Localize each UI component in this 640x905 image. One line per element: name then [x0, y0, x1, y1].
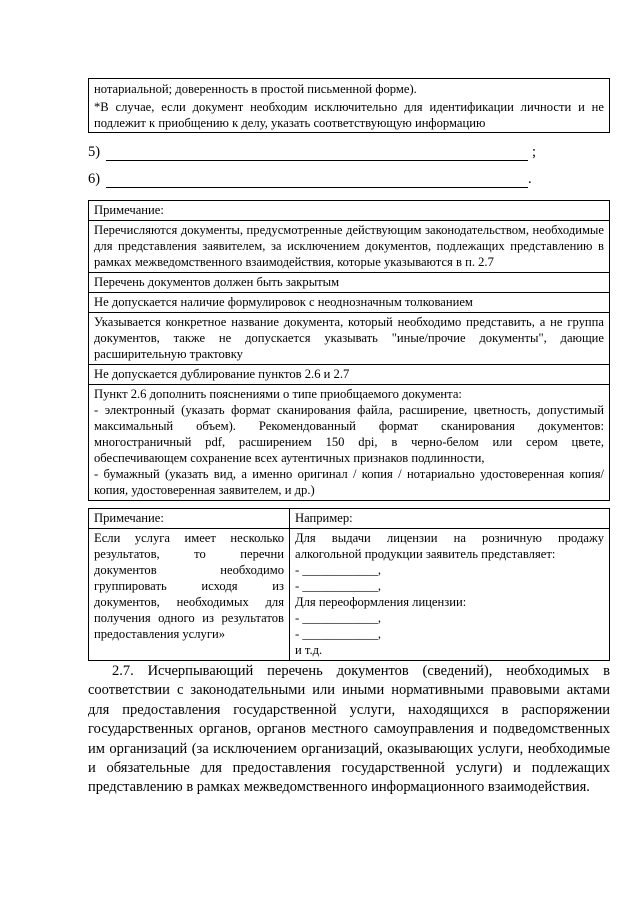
notes-row-3: Не допускается наличие формулировок с неоднозначным толкованием	[89, 293, 609, 313]
example-table-right-body	[290, 529, 610, 661]
example-right-line-3: - ____________,	[295, 579, 382, 593]
top-note-line-1: нотариальной; доверенность в простой письменной форме).	[94, 82, 417, 96]
blank-item-5	[88, 144, 548, 164]
blank-item-6	[88, 171, 548, 191]
notes-row-1: Перечисляются документы, предусмотренные действующим законодательством, необходимые для представления заявителем, за исключением документов, подлежащих представлению в рамках межведомственного взаимодействия, которые указываются в п. 2.7	[89, 221, 609, 273]
example-table	[88, 508, 610, 661]
example-table-left-header: Примечание:	[89, 509, 290, 529]
notes-header: Примечание:	[89, 201, 609, 221]
blank-item-5-number: 5)	[88, 144, 101, 160]
notes-row-5: Не допускается дублирование пунктов 2.6 и 2.7	[89, 365, 609, 385]
notes-row-4: Указывается конкретное название документа, который необходимо представить, а не группа документов, также не допускается указывать "иные/прочие документы", дающие расширительную трактовку	[89, 313, 609, 365]
notes-row-6: Пункт 2.6 дополнить пояснениями о типе приобщаемого документа: - электронный (указать формат сканирования файла, расширение, цветность, допустимый максимальный объем). Рекомендованный формат сканирования документов: многостраничный pdf, расширением 150 dpi, в черно-белом или сером цвете, обеспечивающем сохранение всех аутентичных признаков подлинности, - бумажный (указать вид, а именно оригинал / копия / нотариально удостоверенная копия/ копия, удостоверенная заявителем, и др.)	[94, 387, 604, 497]
blank-item-5-rule	[106, 160, 528, 161]
notes-box	[88, 200, 610, 501]
blank-item-6-number: 6)	[88, 171, 101, 187]
example-right-line-1: Для выдачи лицензии на розничную продажу алкогольной продукции заявитель представляет:	[295, 531, 604, 561]
blank-item-5-end: ;	[532, 144, 537, 160]
blank-item-6-end: .	[528, 171, 532, 187]
example-table-left-body: Если услуга имеет несколько результатов, то перечни документов необходимо группировать исходя из документов, необходимых для получения одного из результатов предоставления услуги»	[89, 529, 290, 661]
example-right-line-4: Для переоформления лицензии:	[295, 595, 467, 609]
top-note-line-2: *В случае, если документ необходим исключительно для идентификации личности и не подлежит к приобщению к делу, указать соответствующую информацию	[94, 100, 604, 130]
blank-item-6-rule	[106, 187, 528, 188]
example-table-right-header: Например:	[290, 509, 610, 529]
top-note-box	[88, 78, 610, 133]
example-right-line-6: - ____________,	[295, 627, 382, 641]
example-right-line-7: и т.д.	[295, 643, 323, 657]
example-right-line-5: - ____________,	[295, 611, 382, 625]
notes-row-2: Перечень документов должен быть закрытым	[89, 273, 609, 293]
section-2-7-paragraph: 2.7. Исчерпывающий перечень документов (сведений), необходимых в соответствии с законодательными или иными нормативными правовыми актами для предоставления государственной услуги, находящихся в распоряжении государственных органов, органов местного самоуправления и подведомственных им организаций (за исключением организаций, оказывающих услуги, необходимые и обязательные для предоставления государственной услуги) и подлежащих представлению в рамках межведомственного информационного взаимодействия.	[88, 663, 610, 796]
example-right-line-2: - ____________,	[295, 563, 382, 577]
